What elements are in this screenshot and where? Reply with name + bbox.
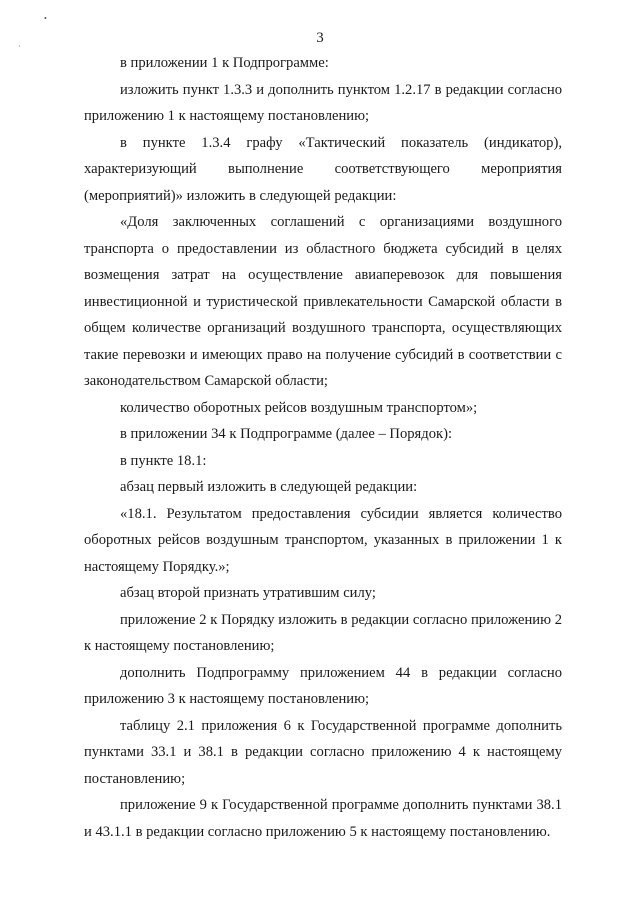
document-body	[84, 50, 562, 845]
paragraph: в пункте 18.1:	[120, 452, 207, 469]
paragraph: в приложении 34 к Подпрограмме (далее – Порядок):	[120, 426, 452, 442]
paragraph: «18.1. Результатом предоставления субсидии является количество оборотных рейсов воздушным транспортом, указанных в приложении 1 к настоящему Порядку.»;	[84, 505, 562, 575]
paragraph: абзац второй признать утратившим силу;	[120, 585, 376, 601]
scan-speck: ·	[18, 42, 21, 51]
paragraph: абзац первый изложить в следующей редакции:	[120, 479, 418, 495]
paragraph: в приложении 1 к Подпрограмме:	[120, 55, 329, 71]
scan-speck: •	[44, 14, 47, 23]
paragraph: количество оборотных рейсов воздушным транспортом»;	[120, 399, 478, 416]
paragraph: в пункте 1.3.4 графу «Тактический показатель (индикатор), характеризующий выполнение соответствующего мероприятия (мероприятий)» изложить в следующей редакции:	[84, 134, 562, 204]
paragraph: приложение 2 к Порядку изложить в редакции согласно приложению 2 к настоящему постановлению;	[84, 611, 562, 654]
paragraph: изложить пункт 1.3.3 и дополнить пунктом 1.2.17 в редакции согласно приложению 1 к настоящему постановлению;	[84, 81, 562, 124]
paragraph: «Доля заключенных соглашений с организациями воздушного транспорта о предоставлении из областного бюджета субсидий в целях возмещения затрат на осуществление авиаперевозок для повышения инвестиционной и туристической привлекательности Самарской области в общем количестве организаций воздушного транспорта, осуществляющих такие перевозки и имеющих право на получение субсидий в соответствии с законодательством Самарской области;	[84, 214, 562, 389]
paragraph: таблицу 2.1 приложения 6 к Государственной программе дополнить пунктами 33.1 и 38.1 в редакции согласно приложению 4 к настоящему постановлению;	[84, 717, 562, 787]
paragraph: приложение 9 к Государственной программе дополнить пунктами 38.1 и 43.1.1 в редакции согласно приложению 5 к настоящему постановлению.	[84, 797, 562, 840]
paragraph: дополнить Подпрограмму приложением 44 в редакции согласно приложению 3 к настоящему постановлению;	[84, 664, 562, 707]
page-number: 3	[316, 30, 324, 46]
